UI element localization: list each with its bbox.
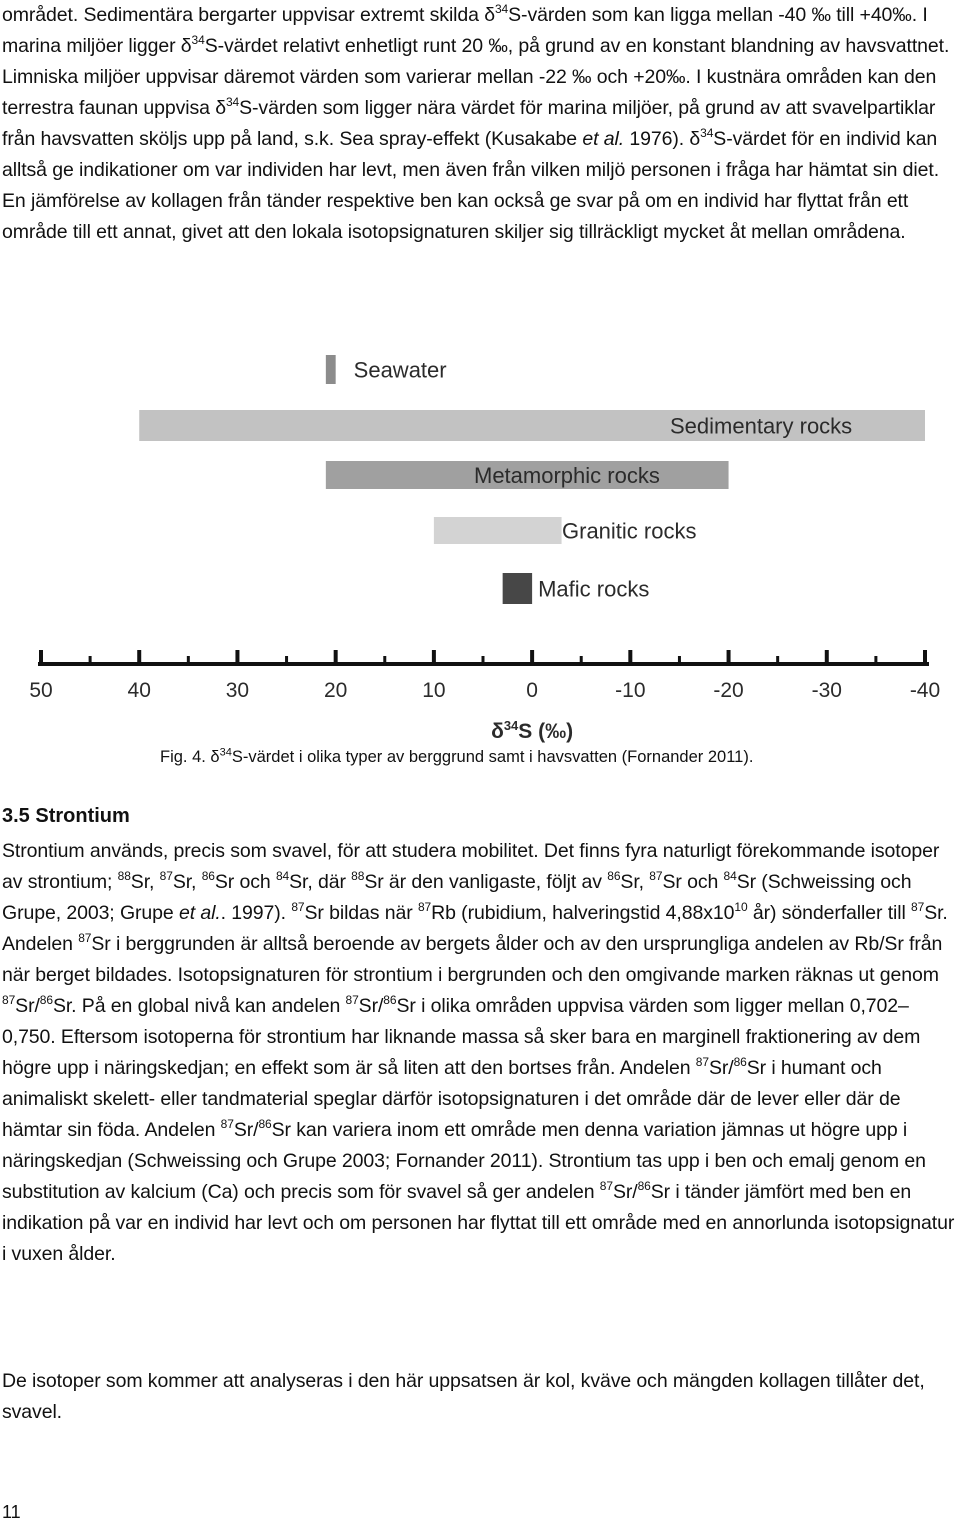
- superscript: 87: [159, 868, 173, 883]
- superscript: 34: [494, 1, 509, 16]
- p2-text: Sr bildas när: [304, 902, 418, 924]
- chart-svg: [0, 335, 960, 755]
- paragraph-conclusion: De isotoper som kommer att analyseras i den här uppsatsen är kol, kväve och mängden kollagen tillåter det, svavel.: [2, 1370, 925, 1423]
- p2-text: Rb (rubidium, halveringstid 4,88x10: [431, 902, 735, 924]
- p1-text: S-värden som ligger nära värdet för marina miljöer, på grund av att svavelpartiklar från havsvatten sköljs upp på land, s.k. Sea spray-effekt (Kusakabe: [2, 97, 936, 150]
- p2-text: Sr. Andelen: [2, 902, 948, 955]
- tick-label: -30: [811, 679, 842, 702]
- p2-text: Sr/: [612, 1181, 638, 1203]
- p1-italic: et al.: [582, 128, 625, 150]
- p2-text: Sr i tänder jämfört med ben en indikation på var en individ har levt och om personen har flyttat till ett område med en annorlunda isotopsignatur i vuxen ålder.: [2, 1181, 955, 1265]
- superscript: 84: [723, 868, 737, 883]
- superscript: 87: [911, 899, 925, 914]
- superscript: 87: [2, 992, 16, 1007]
- superscript: 10: [734, 899, 748, 914]
- superscript: 86: [383, 992, 397, 1007]
- x-axis-title: $\delta^{34}S$ (‰): [491, 718, 574, 743]
- p1-text: 1976). δ: [624, 128, 701, 150]
- legend-label: Granitic rocks: [562, 518, 697, 544]
- superscript: 34: [191, 32, 205, 47]
- p2-text: Sr i humant och animaliskt skelett- eller tandmaterial speglar därför isotopsignaturen i det område där de lever eller där de hämtar sin föda. Andelen: [2, 1057, 901, 1141]
- superscript: 86: [201, 868, 215, 883]
- superscript: 86: [607, 868, 621, 883]
- legend-label: Seawater: [353, 357, 447, 383]
- p1-text: S-värdet för en individ kan alltså ge indikationer om var individen har levt, men även från vilken miljö personen i fråga har hämtat sin diet. En jämförelse av kollagen från tänder respektive ben kan också ge svar på om en individ har flyttat från ett område till ett annat, givet att den lokala isotopsignaturen skiljer sig tillräckligt mycket åt mellan områdena.: [2, 128, 940, 243]
- tick-label: 30: [225, 679, 250, 702]
- superscript: 87: [78, 930, 92, 945]
- range-bar-granitic-rocks: [434, 517, 562, 544]
- superscript: 88: [351, 868, 365, 883]
- superscript: 86: [39, 992, 53, 1007]
- range-bar-mafic-rocks: [503, 573, 532, 604]
- superscript: 34: [225, 94, 240, 109]
- legend-label: Metamorphic rocks: [474, 463, 660, 488]
- p2-text: Sr,: [620, 871, 650, 893]
- section-heading: 3.5 Strontium: [2, 805, 130, 827]
- superscript: 88: [117, 868, 131, 883]
- superscript: 86: [637, 1178, 651, 1193]
- superscript: 87: [291, 899, 305, 914]
- p2-text: Sr i berggrunden är alltså beroende av bergets ålder och av den ursprungliga andelen av Rb/Sr från när berget bildades. Isotopsignaturen för strontium i bergrunden och den omgivande marken räknas ut genom: [2, 933, 943, 986]
- p1-text: området. Sedimentära bergarter uppvisar extremt skilda δ: [2, 4, 495, 26]
- legend-label: Sedimentary rocks: [670, 413, 853, 439]
- p2-text: Sr kan variera inom ett område men denna variation jämnas ut högre upp i näringskedjan (Schweissing och Grupe 2003; Fornander 2011). Strontium tas upp i ben och emalj genom en substitution av kalcium (Ca) och precis som för svavel så ger andelen: [2, 1119, 926, 1203]
- p2-text: Sr/: [358, 995, 384, 1017]
- figure-sulfur-ranges: [0, 335, 960, 755]
- superscript: 87: [695, 1054, 709, 1069]
- superscript: 86: [258, 1116, 272, 1131]
- p2-text: Sr och: [662, 871, 724, 893]
- p2-text: år) sönderfaller till: [747, 902, 912, 924]
- superscript: 34: [219, 746, 232, 759]
- p2-text: Sr,: [130, 871, 160, 893]
- p2-text: Sr, där: [289, 871, 352, 893]
- p2-text: Sr och: [214, 871, 276, 893]
- p2-italic: et al.: [178, 902, 221, 924]
- p2-text: Sr. På en global nivå kan andelen: [52, 995, 346, 1017]
- superscript: 34: [700, 125, 714, 140]
- p2-text: Sr (Schweissing och Grupe, 2003; Grupe: [2, 871, 912, 924]
- tick-label: 40: [127, 679, 151, 702]
- tick-label: 10: [422, 679, 446, 702]
- p1-text: S-värden som kan ligga mellan -40 ‰ till +40‰. I marina miljöer ligger δ: [2, 4, 928, 57]
- page-number: 11: [2, 1502, 21, 1522]
- tick-label: 0: [526, 679, 538, 702]
- superscript: 86: [733, 1054, 747, 1069]
- p1-text: S-värdet relativt enhetligt runt 20 ‰, på grund av en konstant blandning av havsvattnet. Limniska miljöer uppvisar däremot värden som varierar mellan -22 ‰ och +20‰. I kustnära områden kan den terrestra faunan uppvisa δ: [2, 35, 950, 119]
- p2-text: . 1997).: [220, 902, 292, 924]
- caption-text: Fig. 4. δ: [160, 748, 220, 766]
- superscript: 84: [275, 868, 290, 883]
- superscript: 87: [417, 899, 432, 914]
- superscript: 87: [649, 868, 663, 883]
- caption-text: S-värdet i olika typer av berggrund samt i havsvatten (Fornander 2011).: [231, 748, 754, 766]
- p2-text: Sr/: [708, 1057, 734, 1079]
- superscript: 87: [599, 1178, 613, 1193]
- superscript: 87: [220, 1116, 234, 1131]
- figure-caption: [160, 748, 753, 767]
- range-bar-seawater: [326, 355, 336, 384]
- p2-text: Sr/: [15, 995, 40, 1017]
- tick-label: 20: [323, 679, 348, 702]
- tick-label: -10: [615, 679, 646, 702]
- paragraph-strontium: [2, 836, 958, 1270]
- p2-text: Sr i olika områden uppvisa värden som ligger mellan 0,702–0,750. Eftersom isotoperna för strontium har liknande massa så sker bara en marginell fraktionering av dem högre upp i näringskedjan; en effekt som är så liten att den bortses från. Andelen: [2, 995, 921, 1079]
- superscript: 87: [345, 992, 359, 1007]
- tick-label: -40: [909, 679, 941, 702]
- p2-text: Sr är den vanligaste, följt av: [364, 871, 608, 893]
- p2-text: Sr,: [172, 871, 202, 893]
- paragraph-sulfur: [2, 0, 958, 248]
- legend-label: Mafic rocks: [538, 576, 650, 602]
- tick-label: -20: [713, 679, 744, 702]
- tick-label: 50: [29, 679, 53, 702]
- p2-text: Sr/: [233, 1119, 259, 1141]
- p2-text: Strontium används, precis som svavel, för att studera mobilitet. Det finns fyra naturligt förekommande isotoper av strontium;: [2, 840, 940, 893]
